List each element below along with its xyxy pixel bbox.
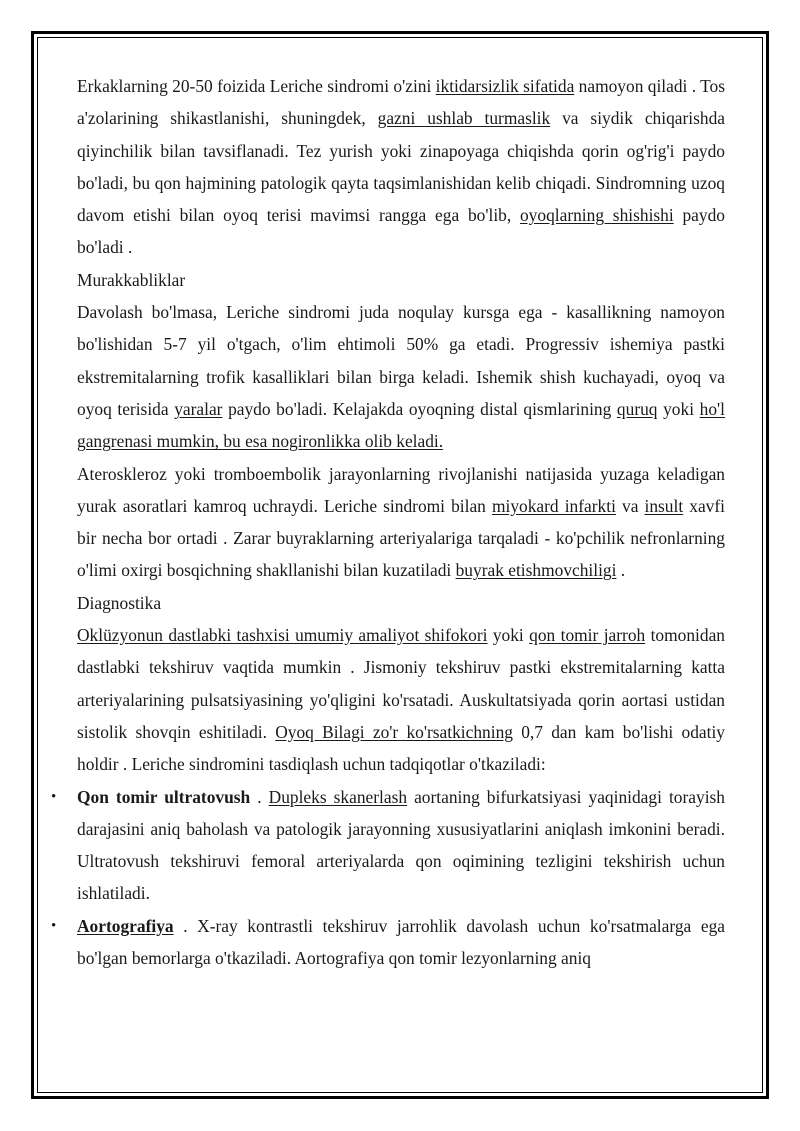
link-dupleks-skanerlash[interactable]: Dupleks skanerlash xyxy=(268,786,408,807)
list-item-aortografiya: • Aortografiya . X-ray kontrastli tekshiruv jarrohlik davolash uchun ko'rsatmalarga ega bo'lgan bemorlarga o'tkaziladi. Aortografiya qon tomir lezyonlarning aniq xyxy=(77,910,725,975)
link-yaralar[interactable]: yaralar xyxy=(174,398,223,419)
link-hol-gangrenasi[interactable]: ho'l gangrenasi mumkin, bu esa nogironlikka olib keladi. xyxy=(77,398,725,452)
link-oyoq-bilagi-korsatkich[interactable]: Oyoq Bilagi zo'r ko'rsatkichning xyxy=(275,721,513,742)
paragraph-diagnostics: Oklüzyonun dastlabki tashxisi umumiy amaliyot shifokori yoki qon tomir jarroh tomonidan dastlabki tekshiruv vaqtida mumkin . Jismoniy tekshiruv pastki ekstremitalarning katta arteriyalarining pulsatsiyasining yo'qligini ko'rsatadi. Auskultatsiyada qorin aortasi ustidan sistolik shovqin eshitiladi. Oyoq Bilagi zo'r ko'rsatkichning 0,7 dan kam bo'lishi odatiy holdir . Leriche sindromini tasdiqlash uchun tadqiqotlar o'tkaziladi: xyxy=(77,625,725,775)
diagnostics-list xyxy=(51,781,725,975)
link-qon-tomir-jarroh[interactable]: qon tomir jarroh xyxy=(529,625,646,646)
link-iktidarsizlik[interactable]: iktidarsizlik sifatida xyxy=(435,76,575,96)
link-gazni-ushlab-turmaslik[interactable]: gazni ushlab turmaslik xyxy=(377,108,551,129)
link-miyokard-infarkti[interactable]: miyokard infarkti xyxy=(491,495,616,516)
bullet-icon: • xyxy=(51,788,57,805)
link-buyrak-etishmovchiligi[interactable]: buyrak etishmovchiligi xyxy=(455,560,617,581)
document-body xyxy=(51,70,726,974)
heading-murakkabliklar: Murakkabliklar xyxy=(77,269,186,290)
paragraph-cardiac: Ateroskleroz yoki tromboembolik jarayonlarning rivojlanishi natijasida yuzaga keladigan yurak asoratlari kamroq uchraydi. Leriche sindromi bilan miyokard infarkti va insult xavfi bir necha bor ortadi . Zarar buyraklarning arteriyalariga tarqaladi - ko'pchilik nefronlarning o'limi oxirgi bosqichning shakllanishi bilan kuzatiladi buyrak etishmovchiligi . xyxy=(77,463,725,581)
link-umumiy-amaliyot-shifokori[interactable]: Oklüzyonun dastlabki tashxisi umumiy amaliyot shifokori xyxy=(77,625,488,646)
paragraph-symptoms: Erkaklarning 20-50 foizida Leriche sindromi o'zini iktidarsizlik sifatida namoyon qiladi . Tos a'zolarining shikastlanishi, shuningdek, gazni ushlab turmaslik va siydik chiqarishda qiyinchilik bilan tavsiflanadi. Tez yurish yoki zinapoyaga chiqishda qorin og'rig'i paydo bo'ladi, bu qon hajmining patologik qayta taqsimlanishidan kelib chiqadi. Sindromning uzoq davom etishi bilan oyoq terisi mavimsi rangga ega bo'lib, oyoqlarning shishishi paydo bo'ladi . xyxy=(77,76,726,258)
paragraph-complications: Davolash bo'lmasa, Leriche sindromi juda noqulay kursga ega - kasallikning namoyon bo'lishidan 5-7 yil o'tgach, o'lim ehtimoli 50% ga etadi. Progressiv ishemiya pastki ekstremitalarning trofik kasalliklari bilan birga keladi. Ishemik shish kuchayadi, oyoq va oyoq terisida yaralar paydo bo'ladi. Kelajakda oyoqning distal qismlarining quruq yoki ho'l gangrenasi mumkin, bu esa nogironlikka olib keladi. xyxy=(77,302,725,452)
term-qon-tomir-ultratovush: Qon tomir ultratovush xyxy=(77,786,251,807)
list-item-ultratovush: • Qon tomir ultratovush . Dupleks skanerlash aortaning bifurkatsiyasi yaqinidagi torayish darajasini aniq baholash va patologik jarayonning xususiyatlarini aniqlash imkonini beradi. Ultratovush tekshiruvi femoral arteriyalarda qon oqimining tezligini tekshirish uchun ishlatiladi. xyxy=(77,781,725,910)
link-oyoqlarning-shishishi[interactable]: oyoqlarning shishishi xyxy=(519,205,674,226)
link-quruq[interactable]: quruq xyxy=(616,398,658,419)
heading-diagnostika: Diagnostika xyxy=(77,592,162,613)
bullet-icon: • xyxy=(51,917,57,934)
link-insult[interactable]: insult xyxy=(644,495,684,516)
link-aortografiya[interactable]: Aortografiya xyxy=(77,915,174,936)
